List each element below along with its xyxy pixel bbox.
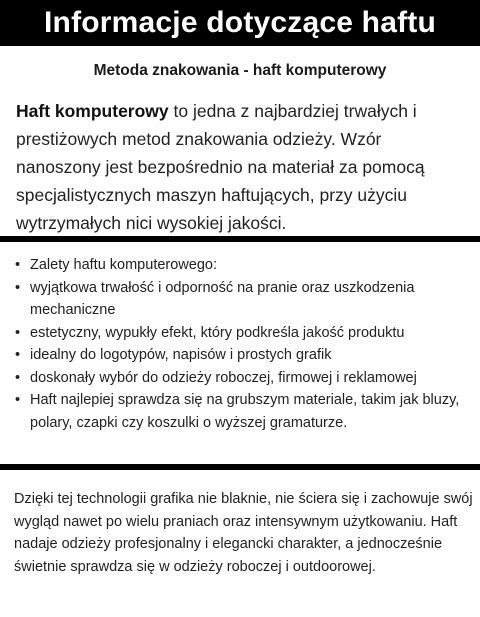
list-item [14, 277, 476, 322]
bullet-icon: • [15, 369, 21, 386]
list-item-text: wyjątkowa trwałość i odporność na pranie oraz uszkodzenia mechaniczne [30, 279, 415, 318]
benefits-list [14, 254, 476, 434]
divider-top [0, 236, 480, 242]
list-item-text: idealny do logotypów, napisów i prostych grafik [30, 347, 332, 363]
closing-paragraph: Dzięki tej technologii grafika nie blaknie, nie ściera się i zachowuje swój wygląd nawet po wielu praniach oraz intensywnym użytkowaniu. Haft nadaje odzieży profesjonalny i elegancki charakter, a jednocześnie świetnie sprawdza się w odzieży roboczej i outdoorowej. [14, 491, 473, 575]
list-item [14, 344, 476, 367]
bullet-icon: • [15, 279, 21, 296]
list-item [14, 254, 476, 277]
bullet-icon: • [15, 347, 21, 363]
title-banner [0, 0, 480, 46]
bullet-icon: • [15, 257, 21, 273]
divider-bottom [0, 464, 480, 470]
section-subtitle: Metoda znakowania - haft komputerowy [93, 62, 387, 79]
list-item-text: Haft najlepiej sprawdza się na grubszym materiale, takim jak bluzy, polary, czapki czy koszulki o wyższej gramaturze. [30, 392, 460, 431]
intro-text: to jedna z najbardziej trwałych i prestiżowych metod znakowania odzieży. Wzór nanoszony jest bezpośrednio na materiał za pomocą specjalistycznych maszyn haftujących, przy użyciu wytrzymałych nici wysokiej jakości. [16, 101, 425, 233]
bullet-icon: • [15, 392, 21, 408]
bullet-icon: • [15, 324, 21, 341]
list-item [14, 322, 476, 345]
intro-paragraph [16, 97, 468, 237]
intro-bold-term: Haft komputerowy [16, 101, 169, 121]
list-item [14, 389, 476, 434]
list-item-text: doskonały wybór do odzieży roboczej, firmowej i reklamowej [30, 369, 417, 386]
list-item-text: Zalety haftu komputerowego: [30, 257, 217, 273]
list-item-text: estetyczny, wypukły efekt, który podkreśla jakość produktu [30, 324, 405, 341]
list-item [14, 367, 476, 390]
page-title: Informacje dotyczące haftu [44, 6, 436, 39]
